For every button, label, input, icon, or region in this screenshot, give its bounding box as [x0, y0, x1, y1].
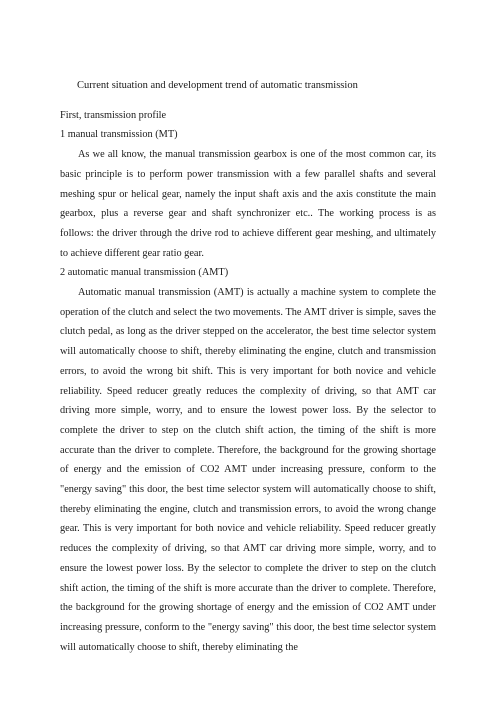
subsection-heading-amt: 2 automatic manual transmission (AMT) — [60, 267, 229, 279]
paragraph-mt: As we all know, the manual transmission gearbox is one of the most common car, its basic principle is to perform power transmission with a few parallel shafts and several meshing spur or helical gear, namely the input shaft axis and the axis constitute the main gearbox, plus a reverse gear and shaft synchronizer etc.. The working process is as follows: the driver through the drive rod to achieve different gear meshing, and ultimately to achieve different gear ratio gear. — [60, 149, 436, 259]
subsection-heading-mt: 1 manual transmission (MT) — [60, 129, 178, 141]
section-heading: First, transmission profile — [60, 109, 167, 121]
paragraph-amt: Automatic manual transmission (AMT) is actually a machine system to complete the operation of the clutch and select the two movements. The AMT driver is simple, saves the clutch pedal, as long as the driver stepped on the accelerator, the best time selector system will automatically choose to shift, thereby eliminating the engine, clutch and transmission errors, to avoid the wrong bit shift. This is very important for both novice and vehicle reliability. Speed reducer greatly reduces the complexity of driving, so that AMT car driving more simple, worry, and to ensure the lowest power loss. By the selector to complete the driver to step on the clutch shift action, the timing of the shift is more accurate than the driver to complete. Therefore, the background for the growing shortage of energy and the emission of CO2 AMT under increasing pressure, conform to the "energy saving" this door, the best time selector system will automatically choose to shift, thereby eliminating the engine, clutch and transmission errors, to avoid the wrong change gear. This is very important for both novice and vehicle reliability. Speed reducer greatly reduces the complexity of driving, so that AMT car driving more simple, worry, and to ensure the lowest power loss. By the selector to complete the driver to step on the clutch shift action, the timing of the shift is more accurate than the driver to complete. Therefore, the background for the growing shortage of energy and the emission of CO2 AMT under increasing pressure, conform to the "energy saving" this door, the best time selector system will automatically choose to shift, thereby eliminating the — [60, 287, 436, 653]
document-title: Current situation and development trend of automatic transmission — [77, 80, 358, 91]
